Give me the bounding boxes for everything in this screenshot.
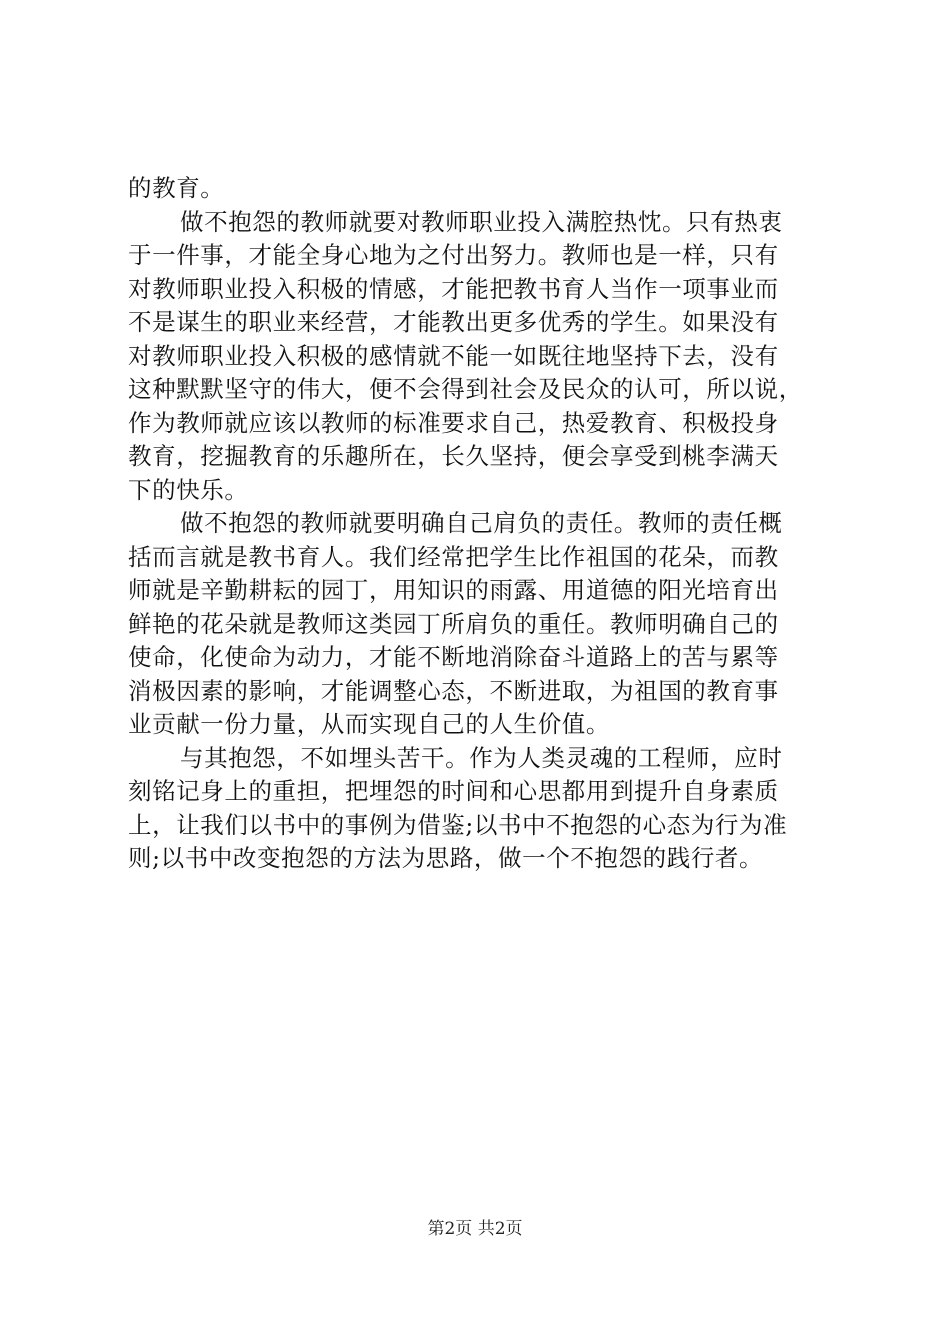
text-line: 消极因素的影响，才能调整心态，不断进取，为祖国的教育事 [128,676,779,705]
text-line: 的教育。 [128,174,225,202]
text-line: 对教师职业投入积极的情感，才能把教书育人当作一项事业而 [128,274,779,303]
text-line: 上，让我们以书中的事例为借鉴;以书中不抱怨的心态为行为准 [128,810,788,839]
text-line: 于一件事，才能全身心地为之付出努力。教师也是一样，只有 [128,241,779,269]
text-line: 这种默默坚守的伟大，便不会得到社会及民众的认可，所以说， [128,375,803,403]
page-number-footer: 第2页 共2页 [427,1219,523,1239]
text-line: 刻铭记身上的重担，把埋怨的时间和心思都用到提升自身素质 [128,777,779,805]
paragraph-first-line: 做不抱怨的教师就要明确自己肩负的责任。教师的责任概 [180,509,783,537]
text-line: 下的快乐。 [128,475,249,504]
document-body [128,172,854,876]
text-line: 不是谋生的职业来经营，才能教出更多优秀的学生。如果没有 [128,308,779,336]
text-line: 鲜艳的花朵就是教师这类园丁所肩负的重任。教师明确自己的 [128,609,779,638]
text-line: 对教师职业投入积极的感情就不能一如既往地坚持下去，没有 [128,341,779,370]
paragraph-first-line: 与其抱怨，不如埋头苦干。作为人类灵魂的工程师，应时 [180,743,783,772]
paragraph-first-line: 做不抱怨的教师就要对教师职业投入满腔热忱。只有热衷 [180,207,783,236]
text-line: 师就是辛勤耕耘的园丁，用知识的雨露、用道德的阳光培育出 [128,576,779,604]
text-line: 教育，挖掘教育的乐趣所在，长久坚持，便会享受到桃李满天 [128,442,779,470]
text-line: 则;以书中改变抱怨的方法为思路，做一个不抱怨的践行者。 [128,844,764,872]
text-line: 业贡献一份力量，从而实现自己的人生价值。 [128,710,610,738]
text-line: 括而言就是教书育人。我们经常把学生比作祖国的花朵，而教 [128,542,779,571]
text-line: 作为教师就应该以教师的标准要求自己，热爱教育、积极投身 [128,408,779,437]
text-line: 使命，化使命为动力，才能不断地消除奋斗道路上的苦与累等 [128,643,779,671]
